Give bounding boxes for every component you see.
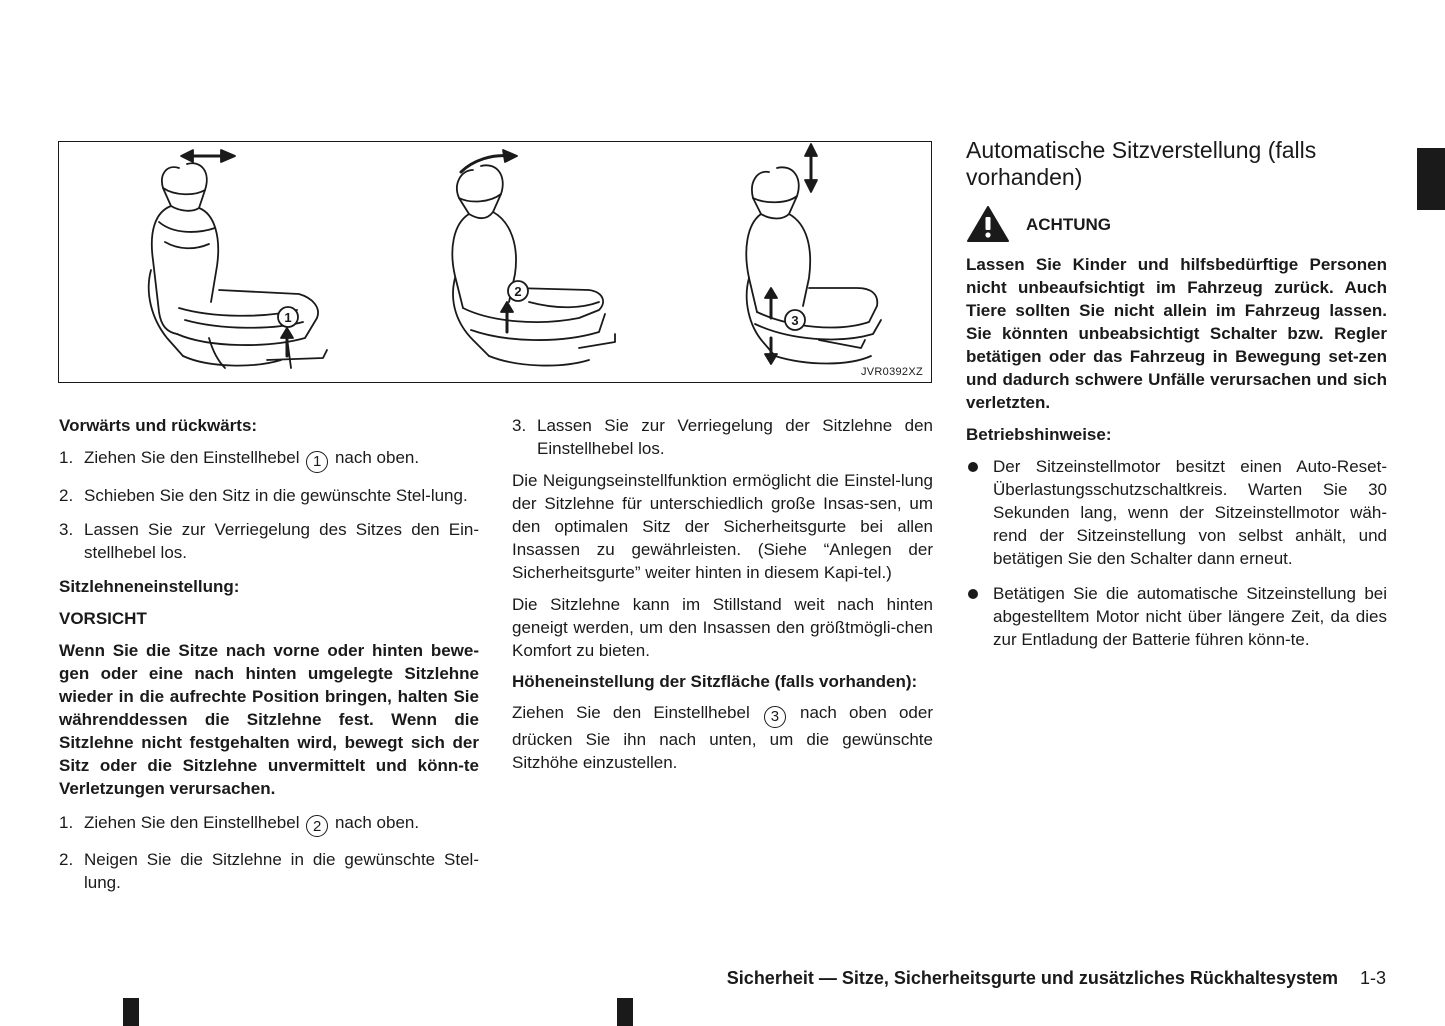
seat-height-icon [746,144,881,364]
lever-number-icon: 1 [306,451,328,473]
lever-number-icon: 2 [306,815,328,837]
figure-code: JVR0392XZ [860,366,923,378]
page-number: 1-3 [1359,968,1386,988]
caution-text: Wenn Sie die Sitze nach vorne oder hinten bewe-gen oder eine nach hinten umgelegte Sitzlehne wieder in die aufrechte Position bringen, halten Sie währenddessen die Sitzlehne fest. Wenn die Sitzlehne nicht festgehalten wird, bewegt sich der Sitz oder die Sitzlehne unvermittelt und könn-te Verletzungen verursachen. [59,640,479,798]
callout-1: 1 [284,310,292,325]
caution-label: VORSICHT [59,608,147,628]
list-item: 1. Ziehen Sie den Einstellhebel 2 nach oben. [59,811,479,838]
warning-label: ACHTUNG [1026,214,1111,234]
page-footer [560,968,1386,989]
footer-title: Sicherheit — Sitze, Sicherheitsgurte und zusätzliches Rückhaltesystem [726,968,1338,988]
heading-seat-height: Höheneinstellung der Sitzfläche (falls vorhanden): [512,672,918,691]
paragraph-recline-comfort: Die Sitzlehne kann im Stillstand weit nach hinten geneigt werden, um den Insassen den größtmögli-chen Komfort zu bieten. [512,595,933,660]
warning-text: Lassen Sie Kinder und hilfsbedürftige Personen nicht unbeaufsichtigt im Fahrzeug zurück. Auch Tiere sollten Sie nicht allein im Fahrzeug lassen. Sie könnten unbeabsichtigt Schalter bzw. Regler betätigen oder das Fahrzeug in Bewegung set-zen und dadurch schwere Unfälle verursachen und sich verletzten. [966,255,1387,412]
list-item: 1. Ziehen Sie den Einstellhebel 1 nach oben. [59,446,479,473]
chapter-tab-marker [1417,148,1445,210]
lever-number-icon: 3 [764,706,786,728]
seat-recline-icon [452,150,615,366]
paragraph-recline-function: Die Neigungseinstellfunktion ermöglicht die Einstel-lung der Sitzlehne für unterschiedlich große Insas-sen, um den optimalen Sitz der Sicherheitsgurte bei allen Insassen zu gewährleisten. (Siehe “Anlegen der Sicherheitsgurte” weiter hinten in diesem Kapi-tel.) [512,471,933,582]
middle-column [512,414,933,783]
warning-triangle-icon [966,205,1010,243]
bullet-icon [966,455,993,570]
section-title: Automatische Sitzverstellung (falls vorhanden) [966,137,1317,190]
list-item: 2. Schieben Sie den Sitz in die gewünschte Stel-lung. [59,485,468,505]
seat-forward-back-icon [149,150,327,368]
callout-3: 3 [791,313,799,328]
crop-mark-center [617,998,633,1026]
heading-forward-backward: Vorwärts und rückwärts: [59,416,258,435]
warning-header [966,205,1387,243]
right-column [966,137,1387,663]
callout-2: 2 [514,284,522,299]
bullet-icon [966,582,993,651]
list-item: Betätigen Sie die automatische Sitzeinstellung bei abgestelltem Motor nicht über längere Zeit, da dies zur Entladung der Batterie führen könn-te. [966,582,1387,651]
seat-adjustment-illustration [58,141,932,383]
heading-operating-notes: Betriebshinweise: [966,425,1112,444]
paragraph-seat-height: Ziehen Sie den Einstellhebel 3 nach oben oder drücken Sie ihn nach unten, um die gewünschte Sitzhöhe einzustellen. [512,703,933,772]
list-item: Der Sitzeinstellmotor besitzt einen Auto-Reset-Überlastungsschutzschaltkreis. Warten Sie 30 Sekunden lang, wenn der Sitzeinstellmotor wäh-rend der Sitzeinstellung von selbst anhält, und betätigen Sie den Schalter dann erneut. [966,455,1387,570]
list-item: 3. Lassen Sie zur Verriegelung des Sitzes den Ein-stellhebel los. [59,519,479,562]
crop-mark-left [123,998,139,1026]
left-column [59,414,479,905]
list-item: 2. Neigen Sie die Sitzlehne in die gewünschte Stel-lung. [59,850,479,892]
list-item: 3. Lassen Sie zur Verriegelung der Sitzlehne den Einstellhebel los. [512,416,933,458]
heading-backrest: Sitzlehneneinstellung: [59,576,240,596]
